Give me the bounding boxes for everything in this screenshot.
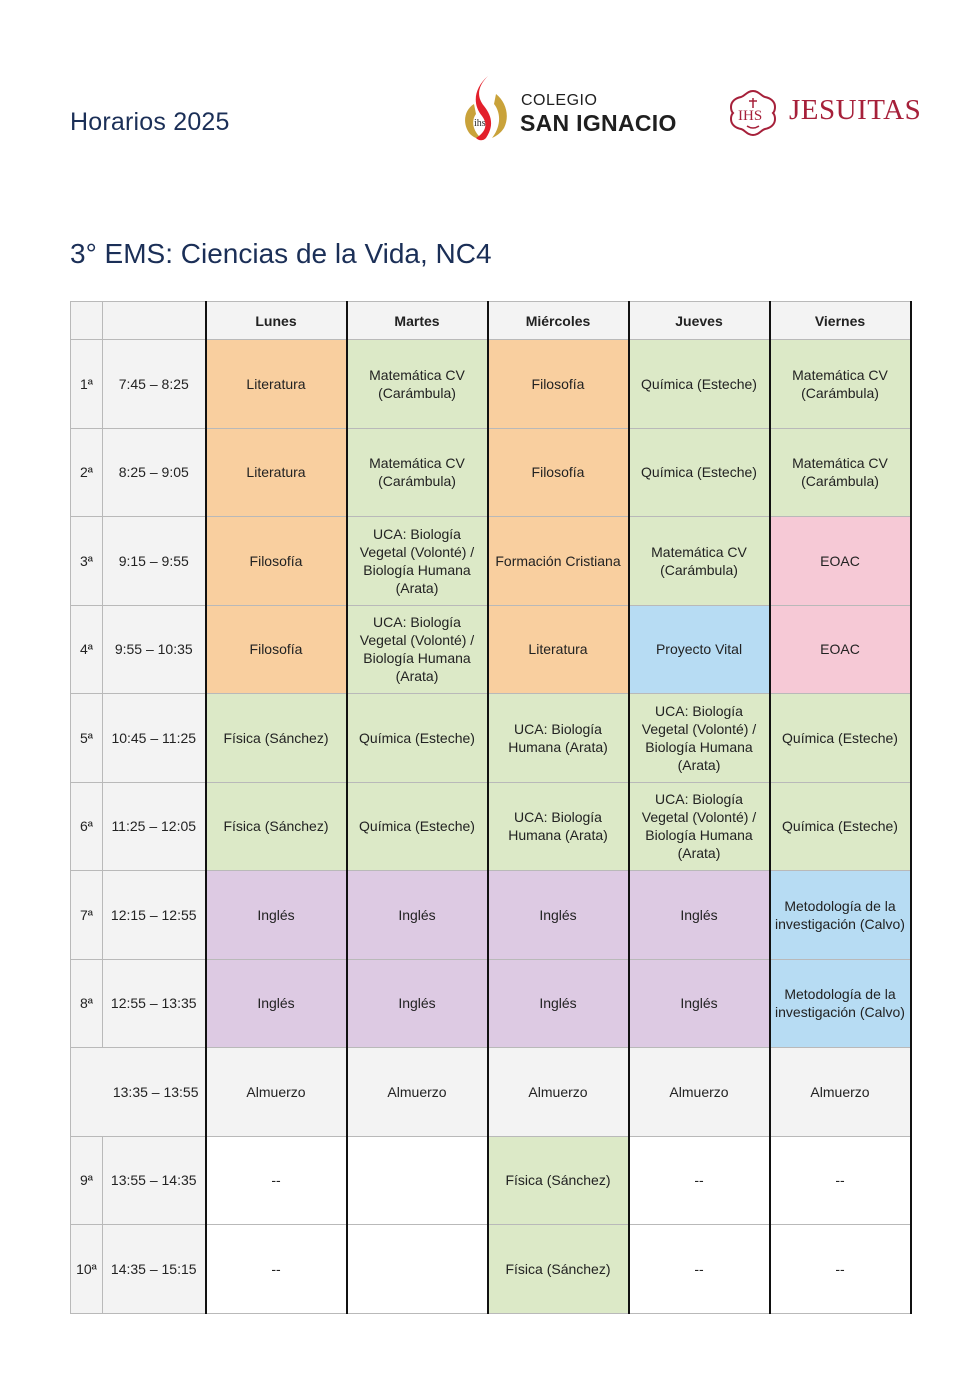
class-cell: UCA: Biología Vegetal (Volonté) / Biología Humana (Arata)	[629, 782, 770, 871]
period-row	[71, 871, 911, 960]
svg-text:ihs: ihs	[474, 118, 486, 129]
class-cell: Literatura	[206, 340, 347, 429]
period-row	[71, 782, 911, 871]
class-cell: Inglés	[347, 959, 488, 1048]
class-cell: UCA: Biología Vegetal (Volonté) / Biología Humana (Arata)	[629, 694, 770, 783]
schedule-subtitle: 3° EMS: Ciencias de la Vida, NC4	[70, 238, 492, 269]
class-cell: Filosofía	[488, 340, 629, 429]
lunch-row	[71, 1048, 911, 1137]
time-cell: 12:15 – 12:55	[103, 871, 206, 960]
class-cell: Física (Sánchez)	[488, 1136, 629, 1225]
period-row	[71, 959, 911, 1048]
time-cell: 10:45 – 11:25	[103, 694, 206, 783]
class-cell: Literatura	[206, 428, 347, 517]
time-cell: 11:25 – 12:05	[103, 782, 206, 871]
class-cell: Metodología de la investigación (Calvo)	[770, 959, 911, 1048]
period-number: 5ª	[71, 694, 103, 783]
header-day: Martes	[347, 302, 488, 340]
class-cell: Inglés	[488, 959, 629, 1048]
class-cell: Química (Esteche)	[629, 428, 770, 517]
ihs-seal-icon	[728, 88, 778, 138]
class-cell: Metodología de la investigación (Calvo)	[770, 871, 911, 960]
class-cell: Química (Esteche)	[347, 694, 488, 783]
schedule-table	[70, 301, 912, 1314]
colegio-san-ignacio-logo	[460, 74, 690, 144]
time-cell: 9:55 – 10:35	[103, 605, 206, 694]
class-cell: --	[206, 1225, 347, 1314]
header-time	[103, 302, 206, 340]
header-day: Viernes	[770, 302, 911, 340]
class-cell: Literatura	[488, 605, 629, 694]
class-cell: --	[629, 1136, 770, 1225]
class-cell: UCA: Biología Humana (Arata)	[488, 782, 629, 871]
period-number: 8ª	[71, 959, 103, 1048]
class-cell: Química (Esteche)	[770, 782, 911, 871]
jesuitas-logo	[728, 88, 922, 140]
logo-line1: COLEGIO	[521, 92, 598, 109]
time-cell: 9:15 – 9:55	[103, 517, 206, 606]
class-cell: Matemática CV (Carámbula)	[629, 517, 770, 606]
class-cell: EOAC	[770, 605, 911, 694]
time-cell: 12:55 – 13:35	[103, 959, 206, 1048]
period-row	[71, 1225, 911, 1314]
class-cell: Almuerzo	[629, 1048, 770, 1137]
class-cell: Química (Esteche)	[770, 694, 911, 783]
class-cell: Inglés	[206, 871, 347, 960]
class-cell: Química (Esteche)	[347, 782, 488, 871]
period-number: 10ª	[71, 1225, 103, 1314]
class-cell: Matemática CV (Carámbula)	[347, 340, 488, 429]
time-cell: 8:25 – 9:05	[103, 428, 206, 517]
period-number: 2ª	[71, 428, 103, 517]
time-cell: 14:35 – 15:15	[103, 1225, 206, 1314]
time-cell: 7:45 – 8:25	[103, 340, 206, 429]
class-cell: Filosofía	[206, 517, 347, 606]
class-cell: --	[770, 1136, 911, 1225]
class-cell: Física (Sánchez)	[488, 1225, 629, 1314]
period-number: 3ª	[71, 517, 103, 606]
period-number: 6ª	[71, 782, 103, 871]
header-day: Jueves	[629, 302, 770, 340]
logo-line2: SAN IGNACIO	[520, 110, 677, 136]
header-day: Lunes	[206, 302, 347, 340]
class-cell: Inglés	[206, 959, 347, 1048]
class-cell: UCA: Biología Vegetal (Volonté) / Biología Humana (Arata)	[347, 605, 488, 694]
period-row	[71, 694, 911, 783]
page-title: Horarios 2025	[70, 108, 230, 136]
class-cell: Formación Cristiana	[488, 517, 629, 606]
class-cell: Proyecto Vital	[629, 605, 770, 694]
period-number: 4ª	[71, 605, 103, 694]
class-cell: Inglés	[629, 959, 770, 1048]
jesuitas-text: JESUITAS	[789, 94, 922, 126]
period-row	[71, 428, 911, 517]
class-cell	[347, 1225, 488, 1314]
header-day: Miércoles	[488, 302, 629, 340]
class-cell: Matemática CV (Carámbula)	[770, 340, 911, 429]
period-number: 7ª	[71, 871, 103, 960]
period-row	[71, 605, 911, 694]
class-cell: Almuerzo	[488, 1048, 629, 1137]
class-cell: Almuerzo	[206, 1048, 347, 1137]
class-cell: UCA: Biología Humana (Arata)	[488, 694, 629, 783]
class-cell: Inglés	[629, 871, 770, 960]
class-cell: Inglés	[488, 871, 629, 960]
svg-text:IHS: IHS	[738, 108, 763, 124]
class-cell: Almuerzo	[770, 1048, 911, 1137]
class-cell: --	[629, 1225, 770, 1314]
class-cell: Filosofía	[488, 428, 629, 517]
period-row	[71, 1136, 911, 1225]
class-cell: Física (Sánchez)	[206, 694, 347, 783]
class-cell: Física (Sánchez)	[206, 782, 347, 871]
class-cell: EOAC	[770, 517, 911, 606]
class-cell: --	[206, 1136, 347, 1225]
header-row	[71, 302, 911, 340]
period-row	[71, 340, 911, 429]
class-cell: Química (Esteche)	[629, 340, 770, 429]
class-cell: UCA: Biología Vegetal (Volonté) / Biología Humana (Arata)	[347, 517, 488, 606]
class-cell: Filosofía	[206, 605, 347, 694]
period-row	[71, 517, 911, 606]
ihs-flame-icon	[460, 74, 512, 142]
class-cell: Matemática CV (Carámbula)	[347, 428, 488, 517]
period-number: 1ª	[71, 340, 103, 429]
time-cell: 13:55 – 14:35	[103, 1136, 206, 1225]
header-num	[71, 302, 103, 340]
class-cell: Matemática CV (Carámbula)	[770, 428, 911, 517]
class-cell: Almuerzo	[347, 1048, 488, 1137]
period-number: 9ª	[71, 1136, 103, 1225]
class-cell: Inglés	[347, 871, 488, 960]
class-cell: --	[770, 1225, 911, 1314]
class-cell	[347, 1136, 488, 1225]
time-cell: 13:35 – 13:55	[71, 1048, 206, 1137]
